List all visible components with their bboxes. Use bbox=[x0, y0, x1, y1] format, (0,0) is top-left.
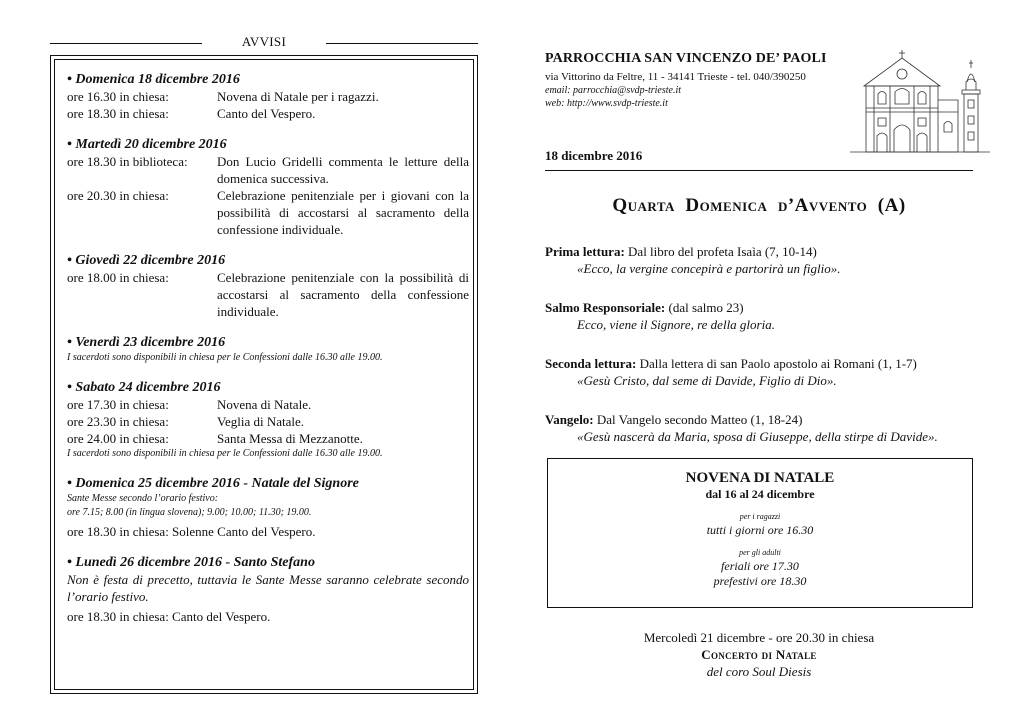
reading-source: Dalla lettera di san Paolo apostolo ai Romani (1, 1-7) bbox=[639, 356, 917, 371]
notice-heading: • Domenica 18 dicembre 2016 bbox=[67, 72, 240, 87]
notice-event: Celebrazione penitenziale con la possibilità di accostarsi al sacramento della confessione individuale. bbox=[217, 270, 469, 319]
novena-dates: dal 16 al 24 dicembre bbox=[705, 487, 815, 501]
notices-frame-inner bbox=[54, 59, 474, 690]
reading-quote: «Gesù Cristo, dal seme di Davide, Figlio di Dio». bbox=[577, 373, 837, 388]
notice-time: ore 18.00 in chiesa: bbox=[67, 270, 169, 285]
title-word-domenica: omenica bbox=[699, 195, 768, 216]
reading-label: Vangelo: bbox=[545, 412, 594, 427]
notice-row bbox=[67, 187, 469, 238]
notice-heading: • Lunedì 26 dicembre 2016 - Santo Stefano bbox=[67, 555, 315, 570]
reading-label: Salmo Responsoriale: bbox=[545, 300, 666, 315]
notice-item bbox=[67, 475, 469, 540]
readings-list bbox=[545, 243, 985, 467]
title-word-d: d’ bbox=[777, 195, 795, 216]
reading-quote: «Ecco, la vergine concepirà e partorirà un figlio». bbox=[577, 261, 841, 276]
reading-item bbox=[545, 299, 985, 333]
notice-item bbox=[67, 252, 469, 320]
notice-heading: • Domenica 25 dicembre 2016 - Natale del Signore bbox=[67, 476, 359, 491]
notices-frame bbox=[50, 55, 478, 694]
notice-event: Novena di Natale. bbox=[217, 397, 312, 412]
notice-row bbox=[67, 413, 469, 430]
reading-quote: «Gesù nascerà da Maria, sposa di Giuseppe, della stirpe di Davide». bbox=[577, 429, 938, 444]
notice-item bbox=[67, 136, 469, 238]
reading-source: (dal salmo 23) bbox=[668, 300, 744, 315]
confession-note: I sacerdoti sono disponibili in chiesa per le Confessioni dalle 16.30 alle 19.00. bbox=[67, 448, 383, 459]
bulletin-date: 18 dicembre 2016 bbox=[545, 148, 643, 163]
parish-info bbox=[545, 50, 875, 110]
holiday-note: Non è festa di precetto, tuttavia le Sante Messe saranno celebrate secondo l’orario festivo. bbox=[67, 572, 469, 604]
notice-heading: • Martedì 20 dicembre 2016 bbox=[67, 137, 227, 152]
notice-time: ore 24.00 in chiesa: bbox=[67, 431, 169, 446]
notices-list bbox=[67, 71, 469, 639]
reading-quote: Ecco, viene il Signore, re della gloria. bbox=[577, 317, 775, 332]
parish-name: PARROCCHIA SAN VINCENZO DE’ PAOLI bbox=[545, 51, 827, 66]
parish-web: web: http://www.svdp-trieste.it bbox=[545, 98, 668, 109]
vespers-line: ore 18.30 in chiesa: Solenne Canto del Vespero. bbox=[67, 524, 316, 539]
novena-adults-holiday: prefestivi ore 18.30 bbox=[713, 574, 807, 588]
title-liturgical-year: (A) bbox=[877, 195, 906, 216]
church-illustration bbox=[850, 46, 990, 156]
notice-row bbox=[67, 153, 469, 187]
notice-heading: • Giovedì 22 dicembre 2016 bbox=[67, 253, 226, 268]
notice-row bbox=[67, 430, 469, 447]
notice-heading: • Venerdì 23 dicembre 2016 bbox=[67, 335, 226, 350]
notice-event: Novena di Natale per i ragazzi. bbox=[217, 89, 379, 104]
concert-datetime: Mercoledì 21 dicembre - ore 20.30 in chiesa bbox=[643, 630, 875, 645]
notice-time: ore 18.30 in biblioteca: bbox=[67, 154, 188, 169]
title-initial-d: D bbox=[685, 195, 700, 216]
novena-adults-label: per gli adulti bbox=[739, 548, 781, 557]
reading-item bbox=[545, 355, 985, 389]
reading-source: Dal Vangelo secondo Matteo (1, 18-24) bbox=[596, 412, 803, 427]
notice-heading: • Sabato 24 dicembre 2016 bbox=[67, 380, 221, 395]
right-page bbox=[512, 0, 1024, 724]
vespers-line: ore 18.30 in chiesa: Canto del Vespero. bbox=[67, 609, 271, 624]
reading-source: Dal libro del profeta Isaìa (7, 10-14) bbox=[628, 244, 817, 259]
concert-announcement bbox=[545, 629, 973, 680]
date-rule bbox=[545, 170, 973, 171]
notice-time: ore 17.30 in chiesa: bbox=[67, 397, 169, 412]
reading-item bbox=[545, 243, 985, 277]
parish-email: email: parrocchia@svdp-trieste.it bbox=[545, 85, 682, 96]
header-rule-left bbox=[50, 43, 202, 44]
avvisi-header bbox=[50, 34, 478, 52]
title-word-avvento: vvento bbox=[808, 195, 868, 216]
notice-row bbox=[67, 105, 469, 122]
header-rule-right bbox=[326, 43, 478, 44]
reading-label: Prima lettura: bbox=[545, 244, 625, 259]
notice-row bbox=[67, 396, 469, 413]
notice-event: Don Lucio Gridelli commenta le letture della domenica successiva. bbox=[217, 154, 469, 186]
title-initial-q: Q bbox=[612, 195, 628, 216]
notice-time: ore 18.30 in chiesa: bbox=[67, 106, 169, 121]
novena-box bbox=[547, 458, 973, 608]
concert-title: Concerto di Natale bbox=[701, 647, 817, 662]
title-word-quarta: uarta bbox=[627, 195, 675, 216]
notice-item bbox=[67, 71, 469, 122]
notice-event: Veglia di Natale. bbox=[217, 414, 304, 429]
notice-row bbox=[67, 88, 469, 105]
reading-item bbox=[545, 411, 985, 445]
parish-address: via Vittorino da Feltre, 11 - 34141 Trieste - tel. 040/390250 bbox=[545, 71, 806, 83]
confession-note: I sacerdoti sono disponibili in chiesa per le Confessioni dalle 16.30 alle 19.00. bbox=[67, 352, 383, 363]
notice-row bbox=[67, 269, 469, 320]
reading-label: Seconda lettura: bbox=[545, 356, 637, 371]
title-initial-a: A bbox=[794, 195, 809, 216]
avvisi-title: AVVISI bbox=[241, 34, 287, 49]
novena-adults-weekday: feriali ore 17.30 bbox=[721, 559, 799, 573]
novena-kids-label: per i ragazzi bbox=[739, 512, 781, 521]
masses-schedule-times: ore 7.15; 8.00 (in lingua slovena); 9.00; 10.00; 11.30; 19.00. bbox=[67, 507, 312, 518]
notice-item bbox=[67, 379, 469, 461]
novena-title: NOVENA DI NATALE bbox=[685, 470, 835, 486]
notice-item bbox=[67, 334, 469, 365]
notice-time: ore 23.30 in chiesa: bbox=[67, 414, 169, 429]
notice-event: Santa Messa di Mezzanotte. bbox=[217, 431, 363, 446]
notice-item bbox=[67, 554, 469, 625]
notice-event: Canto del Vespero. bbox=[217, 106, 316, 121]
sunday-title bbox=[545, 195, 973, 217]
notice-event: Celebrazione penitenziale per i giovani con la possibilità di accostarsi al sacramento della confessione individuale. bbox=[217, 188, 469, 237]
masses-schedule-label: Sante Messe secondo l’orario festivo: bbox=[67, 493, 219, 504]
concert-choir: del coro Soul Diesis bbox=[706, 664, 812, 679]
notice-time: ore 20.30 in chiesa: bbox=[67, 188, 169, 203]
novena-kids-time: tutti i giorni ore 16.30 bbox=[706, 523, 814, 537]
notice-time: ore 16.30 in chiesa: bbox=[67, 89, 169, 104]
